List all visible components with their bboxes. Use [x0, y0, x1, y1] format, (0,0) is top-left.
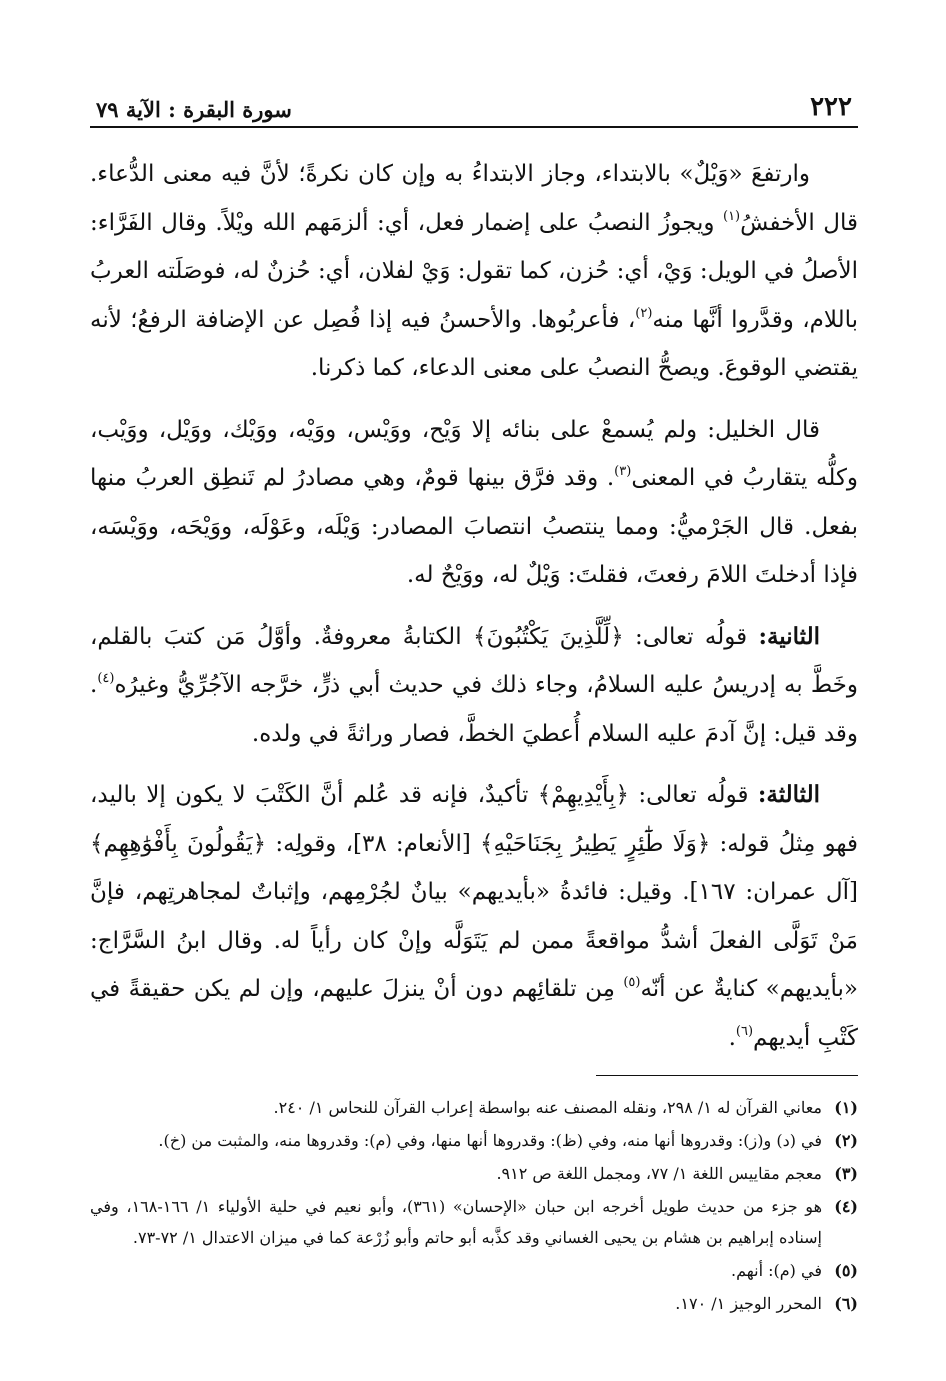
- footnote-6: [90, 1288, 858, 1319]
- footnote-text: في (م): أنهم.: [731, 1261, 822, 1280]
- page-number: ٢٢٢: [810, 92, 852, 122]
- footnote-text: هو جزء من حديث طويل أخرجه ابن حبان «الإحسان» (٣٦١)، وأبو نعيم في حلية الأولياء ١/ ١٦٦-١٦٨، وفي إسناده إبراهيم بن هشام بن يحيى الغساني وقد كذَّبه أبو حاتم وأبو زُرْعة كما في ميزان الاعتدال ١/ ٧٢-٧٣.: [90, 1197, 823, 1247]
- paragraph-text: وارتفعَ «وَيْلٌ» بالابتداء، وجاز الابتداءُ به وإن كان نكرةً؛ لأنَّ فيه معنى الدُّعاء. قال الأخفشُ: [90, 161, 858, 236]
- footnote-ref-5: (٥): [623, 975, 641, 990]
- footnotes-list: [90, 1092, 858, 1319]
- footnote-number: (٦): [834, 1294, 858, 1313]
- footnote-text: في (د) و(ز): وقدروها أنها منه، وفي (ظ): وقدروها أنها منها، وفي (م): وقدروها منه، والمثبت من (خ).: [158, 1131, 822, 1150]
- paragraph-text: ويجوزُ النصبُ على إضمار فعل، أي: ألزمَهم الله ويْلاً. وقال الفَرَّاء: الأصلُ في الويل: وَيْ، أي: حُزن، كما تقول: وَيْ لفلان، أي: حُزنٌ له، فوصَلَته العربُ باللام، وقدَّروا أنَّها منه: [90, 209, 858, 333]
- paragraph-text: . وقد قيل: إنَّ آدمَ عليه السلام أُعطيَ الخطَّ، فصار وراثةً في ولده.: [90, 672, 858, 747]
- footnote-ref-6: (٦): [735, 1023, 754, 1039]
- paragraph-text: قولُه تعالى: ﴿بِأَيْدِيهِمْ﴾ تأكيدٌ، فإنه قد عُلم أنَّ الكَتْبَ لا يكون إلا باليد، فهو مِثلُ قوله: ﴿وَلَا طَٰٓئِرٍ يَطِيرُ بِجَنَاحَيْهِ﴾ [الأنعام: ٣٨]، وقولِه: ﴿يَقُولُونَ بِأَفْوَٰهِهِم﴾ [آل عمران: ١٦٧]. وقيل: فائدةُ «بأيديهم» بيانٌ لجُرْمِهم، وإثباتٌ لمجاهرتِهم، فإنَّ مَنْ تَوَلَّى الفعلَ أشدُّ مواقعةً ممن لم يَتَوَلَّه وإنْ كان رأياً له. وقال ابنُ السَّرَّاج: «بأيديهم» كنايةٌ عن أنّه: [90, 782, 859, 1002]
- footnote-number: (٣): [834, 1164, 858, 1183]
- footnote-3: [90, 1158, 858, 1189]
- paragraph-text: ، فأعربُوها. والأحسنُ فيه إذا فُصِل عن الإضافة الرفعُ؛ لأنه يقتضي الوقوعَ. ويصحُّ النصبُ على معنى الدعاء، كما ذكرنا.: [90, 306, 858, 381]
- paragraph-text: قولُه تعالى: ﴿لِّلَّذِينَ يَكْتُبُونَ﴾ الكتابةُ معروفةٌ. وأوَّلُ مَن كتبَ بالقلم، وخَطَّ به إدريسُ عليه السلامُ، وجاء ذلك في حديث أبي ذرٍّ، خرَّجه الآجُرِّيُّ وغيرُه: [90, 623, 858, 698]
- footnote-4: [90, 1191, 858, 1253]
- footnote-number: (٤): [834, 1197, 858, 1216]
- footnote-text: معجم مقاييس اللغة ١/ ٧٧، ومجمل اللغة ص ٩١٢.: [496, 1164, 822, 1183]
- footnote-ref-3: (٣): [614, 464, 632, 479]
- footnote-number: (١): [834, 1098, 858, 1117]
- footnote-divider: [596, 1075, 858, 1076]
- footnote-number: (٢): [834, 1131, 858, 1150]
- footnote-ref-4: (٤): [97, 671, 115, 686]
- footnote-text: معاني القرآن له ١/ ٢٩٨، ونقله المصنف عنه بواسطة إعراب القرآن للنحاس ١/ ٢٤٠.: [273, 1098, 822, 1117]
- running-header: [90, 78, 858, 128]
- paragraph-4: [90, 771, 858, 1062]
- book-page: [90, 78, 858, 1321]
- footnote-ref-1: (١): [722, 208, 741, 224]
- paragraph-text: قال الخليل: ولم يُسمعْ على بنائه إلا وَيْح، ووَيْس، ووَيْه، ووَيْك، ووَيْل، ووَيْب، وكلُّه يتقاربُ في المعنى: [90, 416, 859, 491]
- paragraph-text: . وقد فرَّق بينها قومٌ، وهي مصادرُ لم تَنطِق العربُ منها بفعل. قال الجَرْميُّ: ومما ينتصبُ انتصابَ المصادر: وَيْلَه، وعَوْلَه، ووَيْحَه، ووَيْسَه، فإذا أدخلتَ اللامَ رفعتَ، فقلتَ: وَيْلٌ له، ووَيْحٌ له.: [90, 465, 858, 588]
- footnote-number: (٥): [834, 1261, 858, 1280]
- footnote-5: [90, 1255, 858, 1286]
- paragraph-3: [90, 613, 858, 759]
- footnote-1: [90, 1092, 858, 1123]
- footnote-2: [90, 1125, 858, 1156]
- paragraph-1: [90, 150, 858, 393]
- paragraph-2: [90, 406, 858, 600]
- point-label-third: الثالثة:: [757, 781, 820, 808]
- paragraph-text: مِن تلقائِهم دون أنْ ينزلَ عليهم، وإن لم يكن حقيقةً في كَتْبِ أيديهم: [90, 976, 858, 1051]
- running-title: سورة البقرة : الآية ٧٩: [96, 97, 292, 122]
- main-text: [90, 150, 858, 1062]
- footnote-ref-2: (٢): [635, 305, 653, 321]
- footnote-text: المحرر الوجيز ١/ ١٧٠.: [675, 1294, 822, 1313]
- paragraph-text: .: [728, 1024, 736, 1051]
- point-label-second: الثانية:: [758, 622, 820, 650]
